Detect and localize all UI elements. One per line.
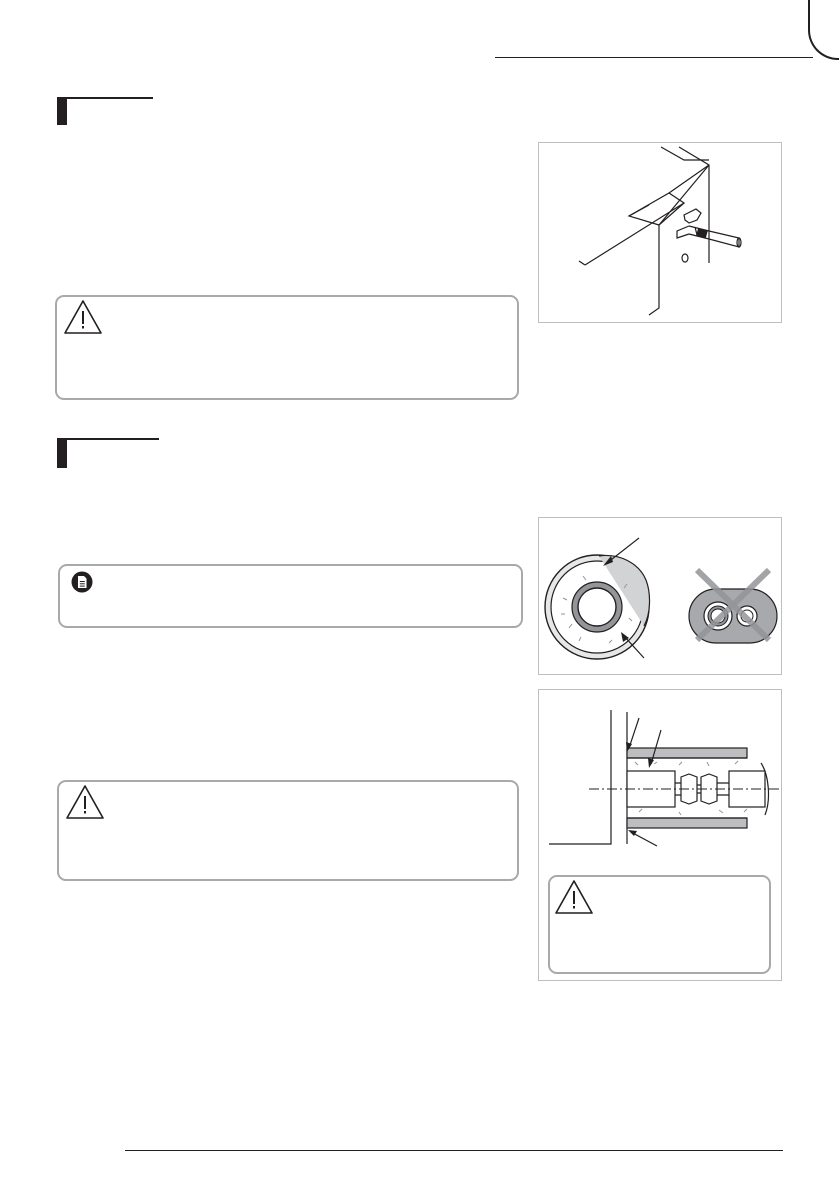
- pipe-wall-illustration: [539, 690, 781, 870]
- section-1-marker: [57, 97, 67, 125]
- section-2-marker: [57, 438, 67, 468]
- figure-drain-fitting: [538, 142, 782, 323]
- warning-box-3: [548, 875, 771, 974]
- page-corner-tab: [808, 0, 839, 60]
- note-box: [58, 564, 523, 628]
- section-2-heading-rule: [67, 438, 159, 440]
- section-1-heading-rule: [67, 97, 153, 99]
- warning-box-2: [57, 780, 519, 881]
- warning-box-1: [55, 295, 519, 400]
- footer-rule: [125, 1150, 783, 1151]
- header-rule: [495, 57, 813, 58]
- warning-triangle-icon: [63, 299, 103, 335]
- note-icon: [71, 571, 93, 593]
- pipe-insulation-illustration: [539, 518, 781, 674]
- figure-pipe-wall-penetration: [538, 689, 782, 981]
- figure-pipe-insulation-section: [538, 517, 782, 675]
- warning-triangle-icon: [65, 784, 105, 820]
- warning-triangle-icon: [554, 879, 594, 915]
- drain-fitting-illustration: [539, 143, 781, 322]
